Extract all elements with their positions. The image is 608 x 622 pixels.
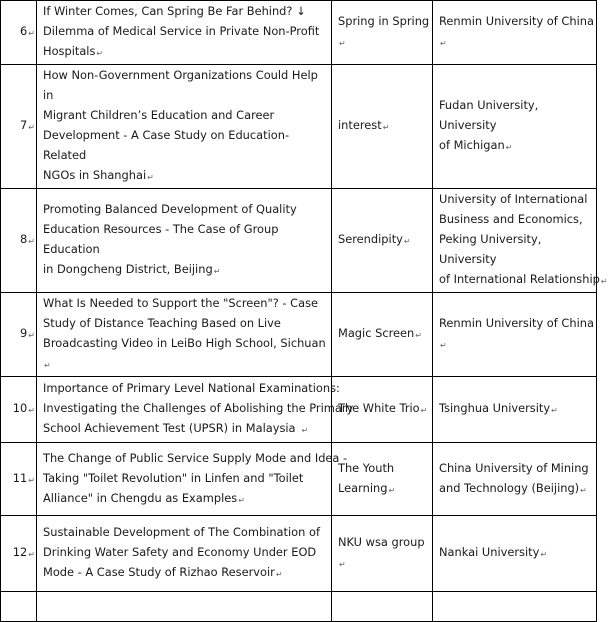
table-row: [1, 443, 597, 516]
title-line: Sustainable Development of The Combination of: [43, 525, 320, 539]
row-number: 10: [12, 401, 28, 415]
title-line: School Achievement Test (UPSR) in Malaysia: [43, 421, 296, 435]
title-line: If Winter Comes, Can Spring Be Far Behind? ↓: [43, 4, 306, 18]
team-name: interest: [338, 118, 382, 132]
team-cell: [332, 516, 433, 592]
paragraph-mark-icon: ↵: [415, 331, 422, 340]
row-number: 12: [12, 545, 28, 559]
table-row: [1, 189, 597, 293]
team-name: Spring in Spring: [338, 14, 430, 28]
university-cell: [433, 65, 597, 189]
university-line: and Technology (Beijing): [439, 480, 580, 495]
title-line: NGOs in Shanghai: [43, 168, 147, 182]
paragraph-mark-icon: ↵: [301, 426, 309, 435]
title-line: Drinking Water Safety and Economy Under EOD: [43, 545, 317, 559]
university-cell: [433, 443, 597, 516]
title-line: in Dongcheng District, Beijing: [43, 262, 213, 276]
title-line: Development - A Case Study on Education-Related: [43, 128, 290, 162]
row-number-cell: [1, 592, 37, 622]
title-line: The Change of Public Service Supply Mode and Idea -: [43, 450, 348, 465]
title-cell: [37, 1, 332, 65]
title-cell: [37, 65, 332, 189]
table-row: [1, 1, 597, 65]
university-line: Business and Economics,: [439, 212, 583, 226]
paragraph-mark-icon: ↵: [403, 237, 411, 246]
table-row: [1, 516, 597, 592]
title-cell: [37, 592, 332, 622]
university-line: of International Relationship: [439, 272, 600, 286]
university-line: of Michigan: [439, 138, 505, 152]
team-name: The White Trio: [338, 401, 420, 415]
paragraph-mark-icon: ↵: [28, 331, 35, 340]
paragraph-mark-icon: ↵: [28, 550, 35, 559]
title-line: Broadcasting Video in LeiBo High School, Sichuan: [43, 336, 326, 350]
university-line: Nankai University: [439, 545, 540, 559]
university-line: Tsinghua University: [439, 401, 551, 415]
paragraph-mark-icon: ↵: [600, 277, 608, 286]
university-cell: [433, 189, 608, 293]
team-cell: [332, 377, 433, 443]
paragraph-mark-icon: ↵: [540, 550, 548, 559]
university-line: Peking University, University: [439, 232, 542, 266]
team-cell: [332, 189, 433, 293]
title-line: Mode - A Case Study of Rizhao Reservoir: [43, 565, 275, 579]
title-cell: [37, 189, 332, 293]
paragraph-mark-icon: ↵: [440, 341, 447, 350]
university-cell: [433, 377, 597, 443]
title-line: Study of Distance Teaching Based on Live: [43, 316, 281, 330]
row-number-cell: [1, 516, 37, 592]
team-name: Serendipity: [338, 232, 403, 246]
university-line: Renmin University of China: [439, 316, 594, 330]
title-line: Education Resources - The Case of Group Education: [43, 222, 279, 256]
university-line: Renmin University of China: [439, 14, 594, 28]
row-number: 7: [20, 118, 28, 132]
paragraph-mark-icon: ↵: [440, 39, 447, 48]
title-line: Alliance" in Chengdu as Examples: [43, 490, 238, 505]
paragraph-mark-icon: ↵: [28, 237, 35, 246]
team-line: The Youth: [338, 460, 395, 475]
paragraph-mark-icon: ↵: [580, 485, 587, 495]
title-line: Hospitals: [43, 44, 96, 58]
title-line: Dilemma of Medical Service in Private Non-Profit: [43, 24, 320, 38]
row-number: 9: [20, 326, 28, 340]
row-number-cell: [1, 377, 37, 443]
university-line: China University of Mining: [439, 460, 589, 475]
team-cell: [332, 1, 433, 65]
row-number-cell: [1, 293, 37, 377]
title-line: Importance of Primary Level National Examinations:: [43, 381, 340, 395]
paragraph-mark-icon: ↵: [28, 406, 35, 415]
team-name: Magic Screen: [338, 326, 415, 340]
row-number: 6: [20, 24, 28, 38]
team-line: Learning: [338, 480, 388, 495]
table-row: [1, 65, 597, 189]
paragraph-mark-icon: ↵: [420, 406, 428, 415]
university-cell: [433, 516, 597, 592]
paragraph-mark-icon: ↵: [551, 406, 558, 415]
team-cell: [332, 65, 433, 189]
row-number-cell: [1, 189, 37, 293]
title-line: What Is Needed to Support the "Screen"? - Case: [43, 296, 319, 310]
title-cell: [37, 516, 332, 592]
university-cell: [433, 592, 597, 622]
table-row: [1, 377, 597, 443]
paragraph-mark-icon: ↵: [28, 123, 35, 132]
title-cell: [37, 443, 348, 516]
title-line: How Non-Government Organizations Could Help in: [43, 68, 318, 102]
title-line: Investigating the Challenges of Abolishing the Primary: [43, 401, 354, 415]
paragraph-mark-icon: ↵: [505, 143, 513, 152]
team-cell: [332, 592, 433, 622]
paragraph-mark-icon: ↵: [388, 485, 396, 495]
table-row: [1, 592, 597, 622]
row-number: 8: [20, 232, 28, 246]
table-row: [1, 293, 597, 377]
title-cell: [37, 293, 332, 377]
team-name: NKU wsa group: [338, 535, 425, 549]
paragraph-mark-icon: ↵: [382, 123, 390, 132]
row-number-cell: [1, 65, 37, 189]
university-cell: [433, 293, 597, 377]
paragraph-mark-icon: ↵: [339, 560, 346, 569]
paragraph-mark-icon: ↵: [96, 49, 104, 58]
paragraph-mark-icon: ↵: [28, 475, 35, 485]
title-cell: [37, 377, 354, 443]
team-cell: [332, 293, 433, 377]
university-line: University of International: [439, 192, 588, 206]
paragraph-mark-icon: ↵: [213, 267, 221, 276]
row-number-cell: [1, 443, 37, 516]
university-line: Fudan University, University: [439, 98, 539, 132]
row-number: 11: [12, 470, 28, 485]
title-line: Migrant Children’s Education and Career: [43, 108, 275, 122]
paragraph-mark-icon: ↵: [238, 495, 245, 505]
paragraph-mark-icon: ↵: [275, 570, 283, 579]
title-line: Taking "Toilet Revolution" in Linfen and "Toilet: [43, 470, 304, 485]
row-number-cell: [1, 1, 37, 65]
paragraph-mark-icon: ↵: [147, 173, 154, 182]
university-cell: [433, 1, 597, 65]
paragraph-mark-icon: ↵: [44, 361, 51, 370]
paragraph-mark-icon: ↵: [28, 29, 35, 38]
title-line: Promoting Balanced Development of Quality: [43, 202, 297, 216]
paragraph-mark-icon: ↵: [339, 39, 346, 48]
